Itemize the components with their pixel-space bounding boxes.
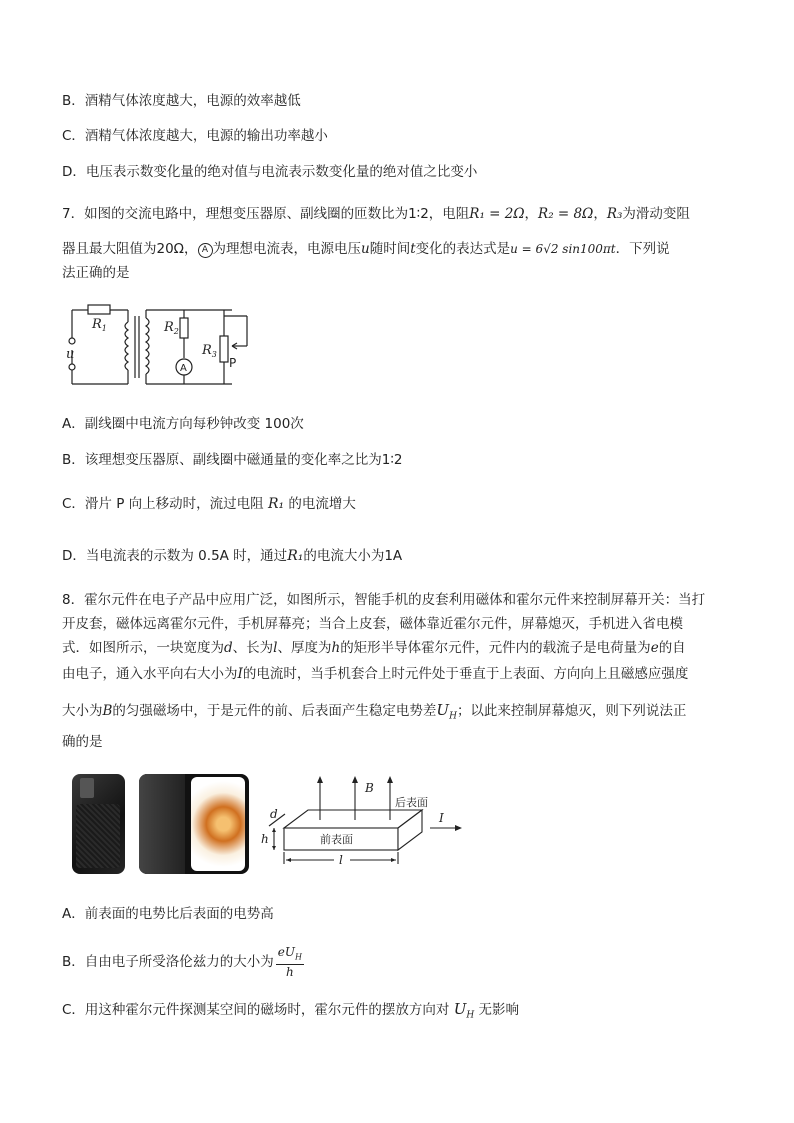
q8-stem-line-6: 确的是 <box>62 734 103 750</box>
source-terminal-bottom <box>69 364 75 370</box>
svg-text:l: l <box>339 853 343 867</box>
ammeter-label: A <box>180 363 187 374</box>
case-cover <box>139 774 185 874</box>
svg-text:I: I <box>439 811 444 825</box>
ammeter-icon: A <box>198 243 213 258</box>
q6-option-d: D．电压表示数变化量的绝对值与电流表示数变化量的绝对值之比变小 <box>62 164 478 180</box>
case-window <box>80 778 94 798</box>
source-terminal-top <box>69 338 75 344</box>
r1-value: R₁ = 2Ω <box>469 206 525 222</box>
q8-stem-line-2: 开皮套，磁体远离霍尔元件，手机屏幕亮；当合上皮套，磁体靠近霍尔元件，屏幕熄灭，手机进入省电模 <box>62 616 683 632</box>
svg-text:R3: $R_3$ <box>202 343 217 359</box>
phone-closed-case-image <box>72 774 125 874</box>
svg-text:d: d <box>270 807 278 821</box>
q7-stem-line-1: 7．如图的交流电路中，理想变压器原、副线圈的匝数比为1∶2，电阻R₁ = 2Ω，R₂ = 8Ω，R₃为滑动变阻 <box>62 206 690 222</box>
q7-option-c: C．滑片 P 向上移动时，流过电阻 R₁ 的电流增大 <box>62 496 356 512</box>
svg-text:P: P <box>229 356 237 370</box>
q6-option-b: B．酒精气体浓度越大，电源的效率越低 <box>62 93 301 109</box>
q8-stem-line-1: 8．霍尔元件在电子产品中应用广泛，如图所示，智能手机的皮套利用磁体和霍尔元件来控制屏幕开关：当打 <box>62 592 706 608</box>
case-texture <box>76 804 120 868</box>
q8-option-a: A．前表面的电势比后表面的电势高 <box>62 906 274 922</box>
svg-text:B: B <box>365 781 374 795</box>
back-face-label: 后表面 <box>395 796 428 809</box>
phone-open-case-image <box>139 774 249 874</box>
transformer-circuit-diagram <box>62 294 262 394</box>
r3-symbol: R₃ <box>606 206 623 222</box>
voltage-expression: u = 6√2 sin100πt <box>510 242 616 256</box>
r2-value: R₂ = 8Ω <box>538 206 594 222</box>
svg-text:h: h <box>261 832 269 846</box>
q7-option-b: B．该理想变压器原、副线圈中磁通量的变化率之比为1∶2 <box>62 452 403 468</box>
q8-stem-line-4: 由电子，通入水平向右大小为I的电流时，当手机套合上时元件处于垂直于上表面、方向向上且磁感应强度 <box>62 666 689 682</box>
phone-screen <box>191 777 245 871</box>
q7-option-a: A．副线圈中电流方向每秒钟改变 100次 <box>62 416 304 432</box>
q7-option-d: D．当电流表的示数为 0.5A 时，通过R₁的电流大小为1A <box>62 548 403 564</box>
q6-option-c: C．酒精气体浓度越大，电源的输出功率越小 <box>62 128 328 144</box>
q8-option-c: C．用这种霍尔元件探测某空间的磁场时，霍尔元件的摆放方向对 $U_H$ 无影响 <box>62 1000 520 1021</box>
svg-text:R2: $R_2$ <box>164 320 179 336</box>
q7-stem-line-2: 器且最大阻值为20Ω， A 为理想电流表，电源电压u随时间t变化的表达式是u = 6√2 sin100πt．下列说 <box>62 241 670 257</box>
svg-text:u: u <box>66 347 75 362</box>
hall-element-diagram <box>258 772 468 872</box>
q8-option-b: B．自由电子所受洛伦兹力的大小为 $\frac{eU_H}{h}$ <box>62 945 302 980</box>
q8-stem-line-3: 式．如图所示，一块宽度为d、长为l、厚度为h的矩形半导体霍尔元件，元件内的载流子是电荷量为e的自 <box>62 640 686 656</box>
svg-text:R1: $R_1$ <box>92 317 107 333</box>
q7-stem-line-3: 法正确的是 <box>62 265 130 281</box>
lorentz-force-fraction: $\frac{eU_H}{h}$ <box>277 945 302 980</box>
front-face-label: 前表面 <box>320 833 353 846</box>
q8-stem-line-5: 大小为B的匀强磁场中，于是元件的前、后表面产生稳定电势差$U_H$；以此来控制屏幕熄灭，则下列说法正 <box>62 701 687 722</box>
